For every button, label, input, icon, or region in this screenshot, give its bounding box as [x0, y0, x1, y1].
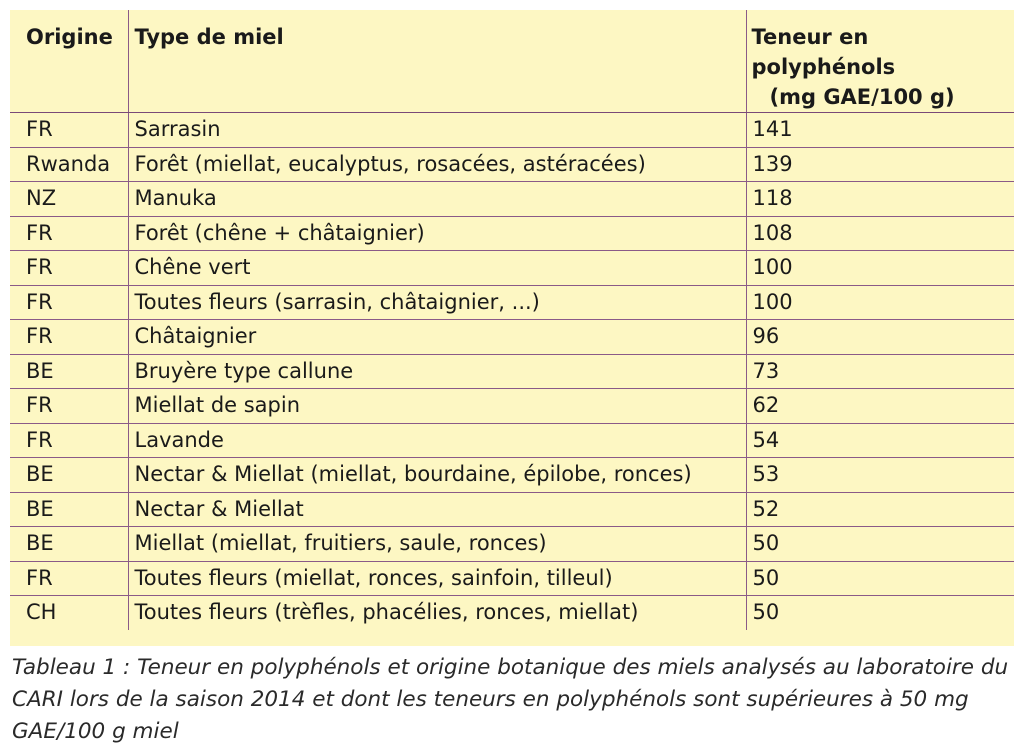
- cell-honey-type: Forêt (chêne + châtaignier): [128, 216, 746, 251]
- cell-honey-type: Miellat de sapin: [128, 389, 746, 424]
- cell-honey-type: Lavande: [128, 423, 746, 458]
- table-row: [10, 492, 1014, 527]
- table-row: [10, 251, 1014, 286]
- cell-origin: BE: [10, 527, 128, 562]
- cell-honey-type: Forêt (miellat, eucalyptus, rosacées, astéracées): [128, 147, 746, 182]
- cell-polyphenol-value: 96: [746, 320, 1014, 355]
- cell-polyphenol-value: 100: [746, 251, 1014, 286]
- cell-polyphenol-value: 62: [746, 389, 1014, 424]
- table-row: [10, 113, 1014, 148]
- cell-honey-type: Manuka: [128, 182, 746, 217]
- column-header-value-unit: (mg GAE/100 g): [769, 85, 955, 109]
- cell-polyphenol-value: 100: [746, 285, 1014, 320]
- cell-honey-type: Nectar & Miellat: [128, 492, 746, 527]
- cell-honey-type: Bruyère type callune: [128, 354, 746, 389]
- cell-honey-type: Toutes fleurs (sarrasin, châtaignier, ...): [128, 285, 746, 320]
- cell-polyphenol-value: 118: [746, 182, 1014, 217]
- cell-polyphenol-value: 50: [746, 596, 1014, 630]
- column-header-polyphenol-content: [746, 10, 1014, 113]
- table-row: [10, 389, 1014, 424]
- table-row: [10, 354, 1014, 389]
- cell-origin: FR: [10, 389, 128, 424]
- table-caption: Tableau 1 : Teneur en polyphénols et origine botanique des miels analysés au laboratoire du CARI lors de la saison 2014 et dont les teneurs en polyphénols sont supérieures à 50 mg GAE/100 g miel: [12, 655, 1009, 744]
- cell-origin: FR: [10, 113, 128, 148]
- cell-polyphenol-value: 54: [746, 423, 1014, 458]
- cell-polyphenol-value: 139: [746, 147, 1014, 182]
- polyphenol-table-panel: [10, 10, 1014, 646]
- table-row: [10, 527, 1014, 562]
- table-row: [10, 561, 1014, 596]
- cell-origin: FR: [10, 561, 128, 596]
- cell-polyphenol-value: 73: [746, 354, 1014, 389]
- cell-origin: FR: [10, 285, 128, 320]
- cell-origin: FR: [10, 216, 128, 251]
- cell-honey-type: Châtaignier: [128, 320, 746, 355]
- table-row: [10, 458, 1014, 493]
- table-row: [10, 285, 1014, 320]
- cell-polyphenol-value: 53: [746, 458, 1014, 493]
- cell-polyphenol-value: 50: [746, 561, 1014, 596]
- column-header-origin: Origine: [10, 10, 128, 113]
- cell-origin: Rwanda: [10, 147, 128, 182]
- cell-polyphenol-value: 141: [746, 113, 1014, 148]
- cell-origin: BE: [10, 492, 128, 527]
- column-header-value-title: Teneur en polyphénols: [751, 25, 896, 79]
- table-body: [10, 113, 1014, 630]
- cell-polyphenol-value: 52: [746, 492, 1014, 527]
- table-row: [10, 596, 1014, 630]
- cell-honey-type: Toutes fleurs (trèfles, phacélies, ronces, miellat): [128, 596, 746, 630]
- table-row: [10, 423, 1014, 458]
- column-header-type: Type de miel: [128, 10, 746, 113]
- cell-origin: CH: [26, 600, 57, 624]
- cell-honey-type: Nectar & Miellat (miellat, bourdaine, épilobe, ronces): [128, 458, 746, 493]
- cell-origin: FR: [10, 251, 128, 286]
- cell-origin: FR: [10, 423, 128, 458]
- table-header-row: [10, 10, 1014, 113]
- cell-origin: FR: [10, 320, 128, 355]
- cell-honey-type: Miellat (miellat, fruitiers, saule, ronces): [128, 527, 746, 562]
- cell-origin: BE: [10, 458, 128, 493]
- table-row: [10, 320, 1014, 355]
- cell-honey-type: Toutes fleurs (miellat, ronces, sainfoin, tilleul): [128, 561, 746, 596]
- table-row: [10, 147, 1014, 182]
- cell-origin: BE: [10, 354, 128, 389]
- polyphenol-table: [10, 10, 1014, 630]
- table-row: [10, 216, 1014, 251]
- table-row: [10, 182, 1014, 217]
- cell-honey-type: Sarrasin: [128, 113, 746, 148]
- cell-polyphenol-value: 50: [746, 527, 1014, 562]
- cell-polyphenol-value: 108: [746, 216, 1014, 251]
- cell-honey-type: Chêne vert: [128, 251, 746, 286]
- cell-origin: NZ: [10, 182, 128, 217]
